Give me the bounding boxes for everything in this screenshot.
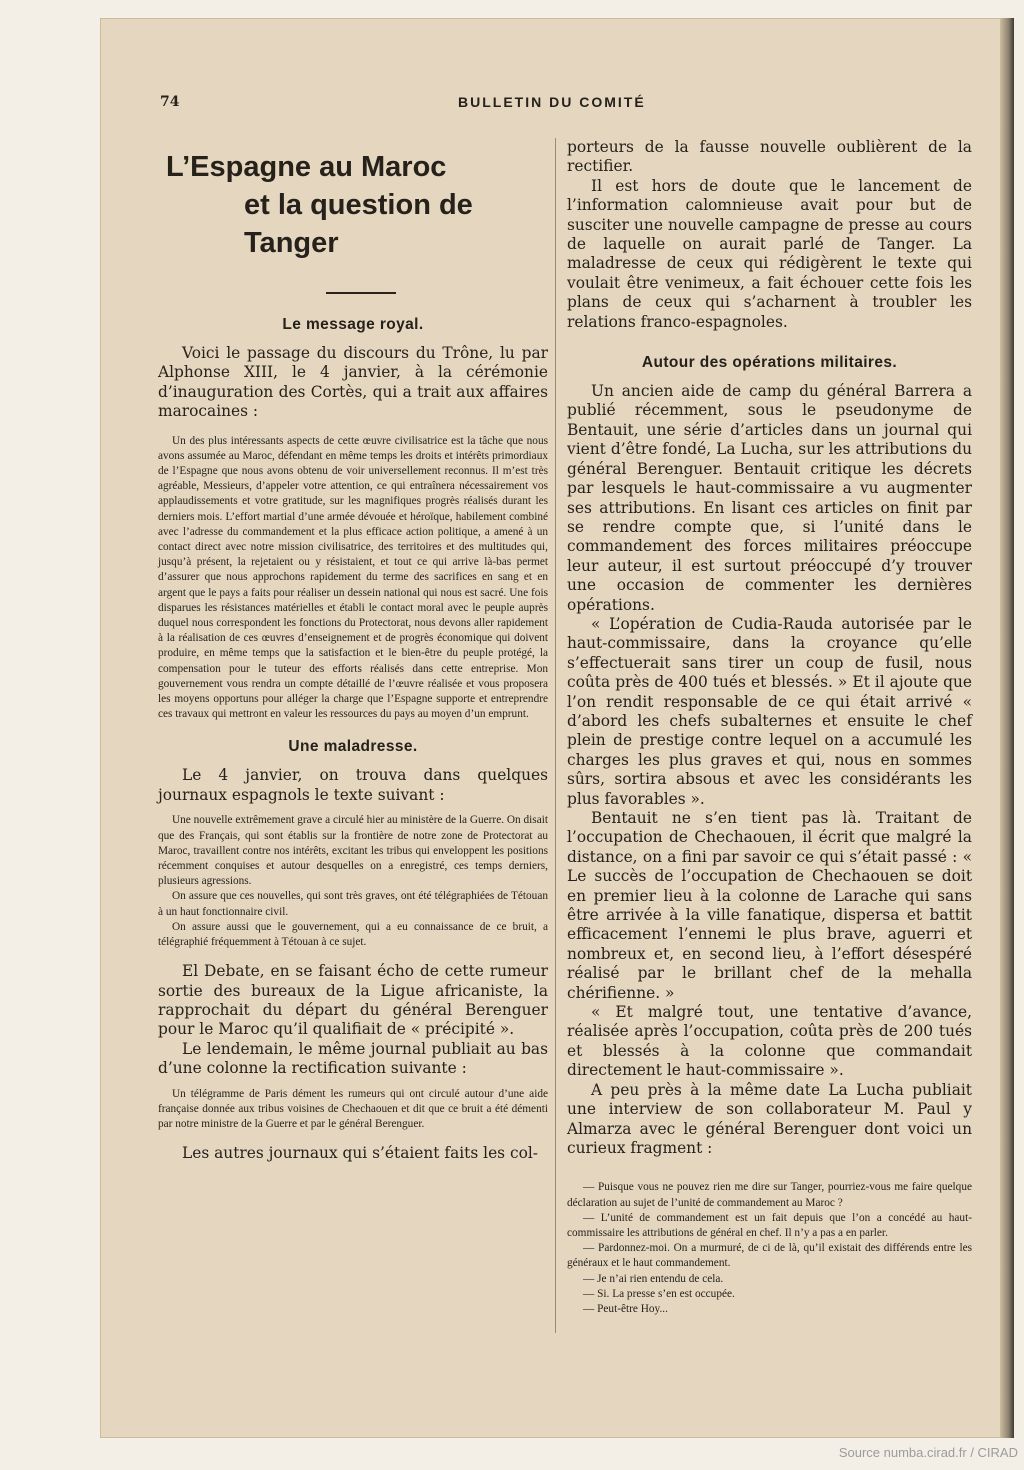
journal-title: BULLETIN DU COMITÉ: [458, 94, 646, 110]
title-rule: [326, 292, 396, 294]
quoted-text: On assure que ces nouvelles, qui sont très graves, ont été télégraphiées de Tétouan à un haut fonctionnaire civil.: [158, 890, 548, 918]
section-heading-operations: Autour des opérations militaires.: [641, 354, 898, 372]
quoted-text: Une nouvelle extrêmement grave a circulé hier au ministère de la Guerre. On disait que des Français, qui sont établis sur la frontière de notre zone de Protectorat au Maroc, travaillent contre nos intérêts, excitant les tribus qui enveloppent les positions récemment conquises et autour desquelles on a enregistré, ces temps derniers, plusieurs agressions.: [158, 814, 548, 888]
right-column: [567, 138, 972, 1317]
dialogue-line: — Je n’ai rien entendu de cela.: [583, 1272, 724, 1285]
paragraph: « L’opération de Cudia-Rauda autorisée par le haut-commissaire, dans la croyance qu’elle s’effectuerait sans tirer un coup de fusil, nous coûta près de 400 tués et blessés. » Et il ajoute que l’on rendit responsable de ce qui était arrivé « d’abord les chefs subalternes et ensuite le chef plein de prestige contre lequel on a accumulé les charges les plus graves et qui, nous en sommes sûrs, sortira absous et avec les considérants les plus favorables ».: [567, 614, 972, 808]
paragraph: Bentauit ne s’en tient pas là. Traitant de l’occupation de Chechaouen, il écrit que malgré la distance, on a fini par savoir ce qui s’était passé : « Le succès de l’occupation de Chechaouen se doit en premier lieu à la colonne de Larache qui sans être arrivée à la ville fanatique, dispersa et battit efficacement l’ennemi le plus brave, aguerri et nombreux et, en second lieu, à l’effort désespéré réalisé par le brillant chef de la mehalla chérifienne. »: [567, 809, 972, 1002]
dialogue-line: — Peut-être Hoy...: [583, 1302, 668, 1315]
article-title-line-1: L’Espagne au Maroc: [166, 151, 447, 183]
section-heading-maladresse: Une maladresse.: [288, 738, 418, 756]
paragraph: Le 4 janvier, on trouva dans quelques journaux espagnols le texte suivant :: [158, 766, 548, 804]
paragraph: A peu près à la même date La Lucha publiait une interview de son collaborateur M. Paul y Almarza avec le général Berenguer dont voici un curieux fragment :: [567, 1080, 972, 1157]
article-title: [158, 148, 548, 262]
paragraph: Les autres journaux qui s’étaient faits les col-: [182, 1144, 538, 1163]
paragraph: Un ancien aide de camp du général Barrera a publié récemment, sous le pseudonyme de Bentauit, une série d’articles dans un journal qui vient d’être fondé, La Lucha, sur les attributions du général Berenguer. Bentauit critique les décrets par lesquels le haut-commissaire a vu augmenter ses attributions. En lisant ces articles on finit par se rendre compte que, si l’unité dans le commandement des forces militaires préoccupe leur auteur, il est surtout préoccupé d’y trouver une occasion de commenter les dernières opérations.: [567, 382, 972, 614]
source-credit: Source numba.cirad.fr / CIRAD: [838, 1445, 1018, 1460]
dialogue-line: — L’unité de commandement est un fait depuis que l’on a concédé au haut-commissaire les attributions de général en chef. Il n’y a pas a en parler.: [567, 1211, 972, 1239]
quoted-text: On assure aussi que le gouvernement, qui a eu connaissance de ce bruit, a télégraphié fréquemment à Tétouan à ce sujet.: [158, 920, 548, 948]
column-divider: [555, 138, 556, 1333]
dialogue-line: — Puisque vous ne pouvez rien me dire sur Tanger, pourriez-vous me faire quelque déclaration au sujet de l’unité de commandement au Maroc ?: [567, 1181, 972, 1209]
paragraph: Voici le passage du discours du Trône, lu par Alphonse XIII, le 4 janvier, à la cérémonie d’inauguration des Cortès, qui a trait aux affaires marocaines :: [158, 344, 548, 421]
paragraph: Il est hors de doute que le lancement de l’information calomnieuse avait pour but de susciter une nouvelle campagne de presse au cours de laquelle on aurait parlé de Tanger. La maladresse de ceux qui rédigèrent le texte qui voulait être venimeux, a fait échouer cette fois les plans de ceux qui s’acharnent à troubler les relations franco-espagnoles.: [567, 176, 972, 331]
paragraph-continued: porteurs de la fausse nouvelle oublièrent de la rectifier.: [567, 138, 972, 176]
scanned-page: [100, 18, 1005, 1438]
left-column: [158, 138, 548, 1164]
quoted-speech: Un des plus intéressants aspects de cette œuvre civilisatrice est la tâche que nous avons assumée au Maroc, défendant en même temps les droits et intérêts primordiaux de l’Espagne que nous avons obtenu de voir universellement reconnus. Il m’est très agréable, Messieurs, d’appeler votre attention, ce qui entraînera nécessairement vos applaudissements et votre gratitude, sur les magnifiques progrès réalisés durant les derniers mois. L’effort martial d’une armée dévouée et héroïque, habilement combiné avec l’adresse du commandement et la plus efficace action politique, a amené à un contact direct avec notre mission civilisatrice, des territoires et des multitudes qui, jusqu’à présent, la rejetaient ou y résistaient, et tout ce qui arrive là-bas permet d’assurer que nous approchons rapidement du terme des sacrifices en sang et en argent que le pays a faits pour réaliser un dessein national qui nous est sacré. Une fois disparues les résistances matérielles et établi le contact moral avec le peuple auprès duquel nous correspondent les fonctions du Protectorat, nous devons aller rapidement à la réalisation de ces œuvres d’enseignement et de progrès économique qui doivent produire, en même temps que la satisfaction et le bien-être du peuple protégé, la compensation pour le tuteur des efforts réalisés dans cette entreprise. Mon gouvernement vous rendra un compte détaillé de l’œuvre réalisée et vous proposera les moyens opportuns pour alléger la charge que l’Espagne supporte et entreprendre ces travaux qui mettront en valeur les ressources du pays au moyen d’un emprunt.: [158, 434, 548, 721]
paragraph: Le lendemain, le même journal publiait au bas d’une colonne la rectification suivante :: [158, 1039, 548, 1078]
paragraph: El Debate, en se faisant écho de cette rumeur sortie des bureaux de la Ligue africaniste, la rapprochait du départ du général Berenguer pour le Maroc qu’il qualifiait de « précipité ».: [158, 962, 548, 1039]
paragraph: « Et malgré tout, une tentative d’avance, réalisée après l’occupation, coûta près de 200 tués et blessés à la colonne que commandait directement le haut-commissaire ».: [567, 1003, 972, 1080]
page-edge: [1000, 18, 1014, 1438]
dialogue-line: — Si. La presse s’en est occupée.: [583, 1287, 735, 1300]
page-number: 74: [160, 94, 180, 110]
article-title-line-2: et la question de Tanger: [244, 189, 473, 259]
quoted-text: Un télégramme de Paris dément les rumeurs qui ont circulé autour d’une aide française donnée aux tribus voisines de Chechaouen et dit que ce bruit a été démenti par notre ministre de la Guerre et par le général Berenguer.: [158, 1087, 548, 1130]
running-head: [160, 94, 980, 114]
dialogue-line: — Pardonnez-moi. On a murmuré, de ci de là, qu’il existait des différends entre les généraux et le haut commandement.: [567, 1242, 972, 1270]
interview-dialogue: [567, 1180, 972, 1317]
section-heading-message-royal: Le message royal.: [282, 316, 424, 333]
